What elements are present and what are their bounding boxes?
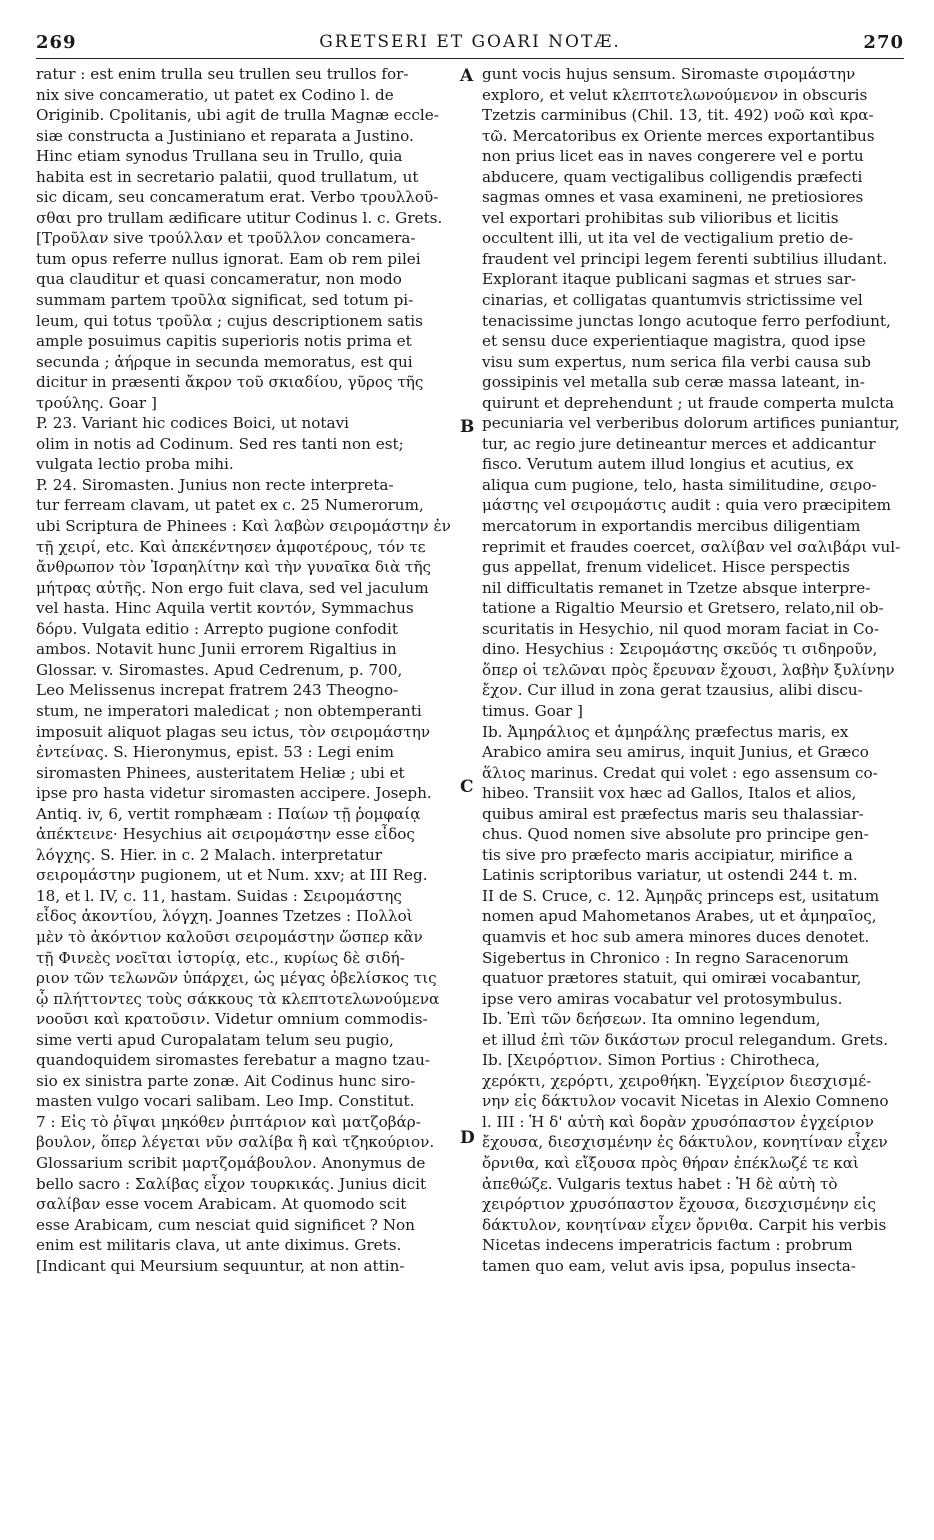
text-line: ᾧ πλήττοντες τοὺς σάκκους τὰ κλεπτοτελωνούμενα [36, 989, 440, 1008]
text-line: χερόκτι, χερόρτι, χειροθήκη. Ἐγχείριον διεσχισμέ- [482, 1071, 872, 1090]
text-line: tur, ac regio jure detineantur merces et addicantur [482, 434, 876, 453]
right-column [482, 64, 902, 1276]
margin-marker-b: B [460, 417, 475, 437]
text-line: summam partem τροῦλα significat, sed totum pi- [36, 291, 414, 310]
text-line: timus. Goar ] [482, 701, 583, 720]
text-line: 7 : Εἰς τὸ ῥῖψαι μηκόθεν ῥιπτάριον καὶ ματζοβάρ- [36, 1112, 421, 1131]
text-line: ἀπεθώζε. Vulgaris textus habet : Ἡ δὲ αὐτὴ τὸ [482, 1174, 838, 1193]
text-line: Ib. [Χειρόρτιον. Simon Portius : Chirotheca, [482, 1051, 820, 1070]
text-line: ὄρνιθα, καὶ εἴξουσα πρὸς θήραν ἐπέκλωζέ τε καὶ [482, 1153, 859, 1172]
text-line: εἶδος ἀκοντίου, λόγχη. Joannes Tzetzes : Πολλοὶ [36, 907, 413, 926]
text-line: vel hasta. Hinc Aquila vertit κοντόν, Symmachus [36, 599, 414, 618]
text-line: σθαι pro trullam ædificare utitur Codinus l. c. Grets. [36, 208, 443, 227]
text-line: Antiq. iv, 6, vertit romphæam : Παίων τῇ ῥομφαίᾳ [36, 804, 421, 823]
text-line: χειρόρτιον χρυσόπαστον ἔχουσα, διεσχισμένην εἰς [482, 1195, 876, 1214]
text-line: ἔχουσα, διεσχισμένην ἐς δάκτυλον, κονητίναν εἶχεν [482, 1133, 888, 1152]
text-line: stum, ne imperatori maledicat ; non obtemperanti [36, 701, 422, 720]
text-line: Nicetas indecens imperatricis factum : probrum [482, 1236, 853, 1255]
text-line: scuritatis in Hesychio, nil quod moram faciat in Co- [482, 619, 879, 638]
text-line: aliqua cum pugione, telo, hasta similitudine, σειρο- [482, 475, 877, 494]
text-line: dino. Hesychius : Σειρομάστης σκεῦός τι σιδηροῦν, [482, 640, 878, 659]
text-line: ἀπέκτεινε· Hesychius ait σειρομάστην esse εἶδος [36, 825, 415, 844]
text-line: P. 24. Siromasten. Junius non recte interpreta- [36, 475, 394, 494]
text-line: vulgata lectio proba mihi. [36, 455, 234, 474]
text-line: tur ferream clavam, ut patet ex c. 25 Numerorum, [36, 496, 424, 515]
text-line: Arabico amira seu amirus, inquit Junius, et Græco [482, 743, 869, 762]
text-line: leum, qui totus τροῦλα ; cujus descriptionem satis [36, 311, 423, 330]
text-line: ambos. Notavit hunc Junii errorem Rigaltius in [36, 640, 397, 659]
left-page-number: 269 [36, 32, 77, 53]
text-line: qua clauditur et quasi concameratur, non modo [36, 270, 402, 289]
text-line: τρούλης. Goar ] [36, 393, 157, 412]
text-line: chus. Quod nomen sive absolute pro principe gen- [482, 825, 869, 844]
margin-marker-d: D [460, 1128, 475, 1148]
text-line: τῇ Φινεὲς νοεῖται ἱστορίᾳ, etc., κυρίως δὲ σιδή- [36, 948, 405, 967]
margin-marker-a: A [460, 66, 474, 86]
text-line: tamen quo eam, velut avis ipsa, populus insecta- [482, 1256, 856, 1275]
text-line: ubi Scriptura de Phinees : Καὶ λαβὼν σειρομάστην ἐν [36, 517, 451, 536]
text-line: Ib. Ἀμηράλιος et ἀμηράλης præfectus maris, ex [482, 722, 849, 741]
text-line: esse Arabicam, cum nesciat quid significet ? Non [36, 1215, 415, 1234]
text-line: sagmas omnes et vasa examineni, ne pretiosiores [482, 188, 864, 207]
text-line: tum opus referre nullus ignorat. Eam ob rem pilei [36, 249, 421, 268]
text-line: pecuniaria vel verberibus dolorum artifices puniantur, [482, 414, 900, 433]
text-line: quirunt et deprehendunt ; ut fraude comperta mulcta [482, 393, 895, 412]
text-line: cinarias, et colligatas quantumvis strictissime vel [482, 291, 863, 310]
text-line: Leo Melissenus increpat fratrem 243 Theogno- [36, 681, 399, 700]
text-line: quatuor prætores statuit, qui omiræi vocabantur, [482, 969, 862, 988]
text-line: ἄνθρωπον τὸν Ἰσραηλίτην καὶ τὴν γυναῖκα διὰ τῆς [36, 558, 432, 577]
text-line: 18, et l. IV, c. 11, hastam. Suidas : Σειρομάστης [36, 886, 402, 905]
text-line: Ib. Ἐπὶ τῶν δεήσεων. Ita omnino legendum, [482, 1010, 821, 1029]
text-line: olim in notis ad Codinum. Sed res tanti non est; [36, 434, 404, 453]
text-line: visu sum expertus, num serica fila verbi causa sub [482, 352, 872, 371]
text-line: ample posuimus capitis superioris notis prima et [36, 332, 412, 351]
text-line: τῇ χειρί, etc. Καὶ ἀπεκέντησεν ἀμφοτέρους, τόν τε [36, 537, 426, 556]
text-line: σειρομάστην pugionem, ut et Num. xxv; at III Reg. [36, 866, 428, 885]
text-line: nix sive concameratio, ut patet ex Codino l. de [36, 85, 394, 104]
text-line: σαλίβαν esse vocem Arabicam. At quomodo scit [36, 1195, 407, 1214]
text-line: secunda ; ἀήρque in secunda memoratus, est qui [36, 352, 413, 371]
text-line: non prius licet eas in naves congerere vel e portu [482, 147, 864, 166]
text-line: νοοῦσι καὶ κρατοῦσιν. Videtur omnium commodis- [36, 1010, 428, 1029]
text-line: enim est militaris clava, ut ante diximus. Grets. [36, 1236, 402, 1255]
text-line: nil difficultatis remanet in Tzetze absque interpre- [482, 578, 871, 597]
text-line: sio ex sinistra parte zonæ. Ait Codinus hunc siro- [36, 1071, 416, 1090]
text-line: fraudent vel principi legem ferenti subtilius illudant. [482, 249, 888, 268]
text-line: ratur : est enim trulla seu trullen seu trullos for- [36, 65, 409, 83]
text-line: tenacissime junctas longo acutoque ferro perfodiunt, [482, 311, 891, 330]
left-column [36, 64, 454, 1276]
right-page-number: 270 [863, 32, 904, 53]
text-line: τῶ. Mercatoribus ex Oriente merces exportantibus [482, 126, 875, 145]
text-line: occultent illi, ut ita vel de vectigalium pretio de- [482, 229, 854, 248]
text-line: gunt vocis hujus sensum. Siromaste σιρομάστην [482, 65, 856, 83]
text-line: sic dicam, seu concameratum erat. Verbo τρουλλοῦ- [36, 188, 439, 207]
text-line: [Τροῦλαν sive τρούλλαν et τροῦλλον concamera- [36, 229, 416, 248]
text-line: λόγχης. S. Hier. in c. 2 Malach. interpretatur [36, 845, 383, 864]
text-line: tatione a Rigaltio Meursio et Gretsero, relato,nil ob- [482, 599, 884, 618]
text-line: bello sacro : Σαλίβας εἶχον τουρκικάς. Junius dicit [36, 1174, 427, 1193]
margin-marker-c: C [460, 777, 474, 797]
text-line: ἐντείνας. S. Hieronymus, epist. 53 : Legi enim [36, 743, 394, 762]
text-line: dicitur in præsenti ἄκρον τοῦ σκιαδίου, γῦρος τῆς [36, 373, 424, 392]
text-line: quamvis et hoc sub amera minores duces denotet. [482, 927, 870, 946]
text-line: Tzetzis carminibus (Chil. 13, tit. 492) νοῶ καὶ κρα- [482, 106, 874, 125]
text-line: abducere, quam vectigalibus colligendis præfecti [482, 167, 863, 186]
text-line: quibus amiral est præfectus maris seu thalassiar- [482, 804, 864, 823]
running-title: GRETSERI ET GOARI NOTÆ. [319, 32, 621, 52]
text-line: ἔχον. Cur illud in zona gerat tzausius, alibi discu- [482, 681, 863, 700]
text-line: Glossarium scribit μαρτζομάβουλον. Anonymus de [36, 1153, 426, 1172]
text-line: fisco. Verutum autem illud longius et acutius, ex [482, 455, 854, 474]
text-line: ipse vero amiras vocabatur vel protosymbulus. [482, 989, 843, 1008]
text-line: ἅλιος marinus. Credat qui volet : ego assensum co- [482, 763, 878, 782]
text-line: μὲν τὸ ἀκόντιον καλοῦσι σειρομάστην ὥσπερ κἂν [36, 927, 423, 946]
text-line: sime verti apud Curopalatam telum seu pugio, [36, 1030, 394, 1049]
text-line: reprimit et fraudes coercet, σαλίβαν vel σαλιβάρι vul- [482, 537, 901, 556]
text-line: et sensu duce experientiaque magistra, quod ipse [482, 332, 866, 351]
text-line: Hinc etiam synodus Trullana seu in Trullo, quia [36, 147, 403, 166]
text-line: imposuit aliquot plagas seu ictus, τὸν σειρομάστην [36, 722, 431, 741]
text-line: masten vulgo vocari salibam. Leo Imp. Constitut. [36, 1092, 415, 1111]
text-line: gus appellat, frenum videlicet. Hisce perspectis [482, 558, 850, 577]
text-line: quandoquidem siromastes ferebatur a magno tzau- [36, 1051, 431, 1070]
text-line: II de S. Cruce, c. 12. Ἀμηρᾶς princeps est, usitatum [482, 886, 880, 905]
text-line: l. III : Ἡ δ' αὐτὴ καὶ δορὰν χρυσόπαστον ἐγχείριον [482, 1112, 874, 1131]
text-line: Explorant itaque publicani sagmas et strues sar- [482, 270, 857, 289]
text-line: gossipinis vel metalla sub ceræ massa lateant, in- [482, 373, 865, 392]
text-line: μάστης vel σειρομάστις audit : quia vero præcipitem [482, 496, 892, 515]
text-line: et illud ἐπὶ τῶν δικάστων procul relegandum. Grets. [482, 1030, 889, 1049]
text-line: δόρυ. Vulgata editio : Arrepto pugione confodit [36, 619, 398, 638]
text-line: mercatorum in exportandis mercibus diligentiam [482, 517, 861, 536]
text-line: Latinis scriptoribus variatur, ut ostendi 244 t. m. [482, 866, 858, 885]
text-line: ὅπερ οἱ τελῶναι πρὸς ἔρευναν ἔχουσι, λαβὴν ξυλίνην [482, 660, 895, 679]
text-line: P. 23. Variant hic codices Boici, ut notavi [36, 414, 350, 433]
text-line: siæ constructa a Justiniano et reparata a Justino. [36, 126, 414, 145]
text-line: δάκτυλον, κονητίναν εἶχεν ὄρνιθα. Carpit his verbis [482, 1215, 887, 1234]
text-line: tis sive pro præfecto maris accipiatur, mirifice a [482, 845, 853, 864]
text-line: siromasten Phinees, austeritatem Heliæ ; ubi et [36, 763, 405, 782]
text-line: hibeo. Transiit vox hæc ad Gallos, Italos et alios, [482, 784, 857, 803]
header-rule [36, 58, 904, 59]
text-line: habita est in secretario palatii, quod trullatum, ut [36, 167, 419, 186]
text-line: Originib. Cpolitanis, ubi agit de trulla Magnæ eccle- [36, 106, 439, 125]
text-line: νην εἰς δάκτυλον vocavit Nicetas in Alexio Comneno [482, 1092, 889, 1111]
running-header [36, 32, 904, 60]
text-line: ριον τῶν τελωνῶν ὑπάρχει, ὡς μέγας ὀβελίσκος τις [36, 969, 437, 988]
text-line: Sigebertus in Chronico : In regno Saracenorum [482, 948, 849, 967]
text-line: ipse pro hasta videtur siromasten accipere. Joseph. [36, 784, 432, 803]
text-line: nomen apud Mahometanos Arabes, ut et ἀμηραῖος, [482, 907, 877, 926]
text-line: [Indicant qui Meursium sequuntur, at non attin- [36, 1256, 405, 1275]
text-line: vel exportari prohibitas sub vilioribus et licitis [482, 208, 839, 227]
text-line: exploro, et velut κλεπτοτελωνούμενον in obscuris [482, 85, 868, 104]
text-line: βουλον, ὅπερ λέγεται νῦν σαλίβα ἢ καὶ τζηκούριον. [36, 1133, 435, 1152]
text-line: μήτρας αὐτῆς. Non ergo fuit clava, sed vel jaculum [36, 578, 429, 597]
text-line: Glossar. v. Siromastes. Apud Cedrenum, p. 700, [36, 660, 403, 679]
